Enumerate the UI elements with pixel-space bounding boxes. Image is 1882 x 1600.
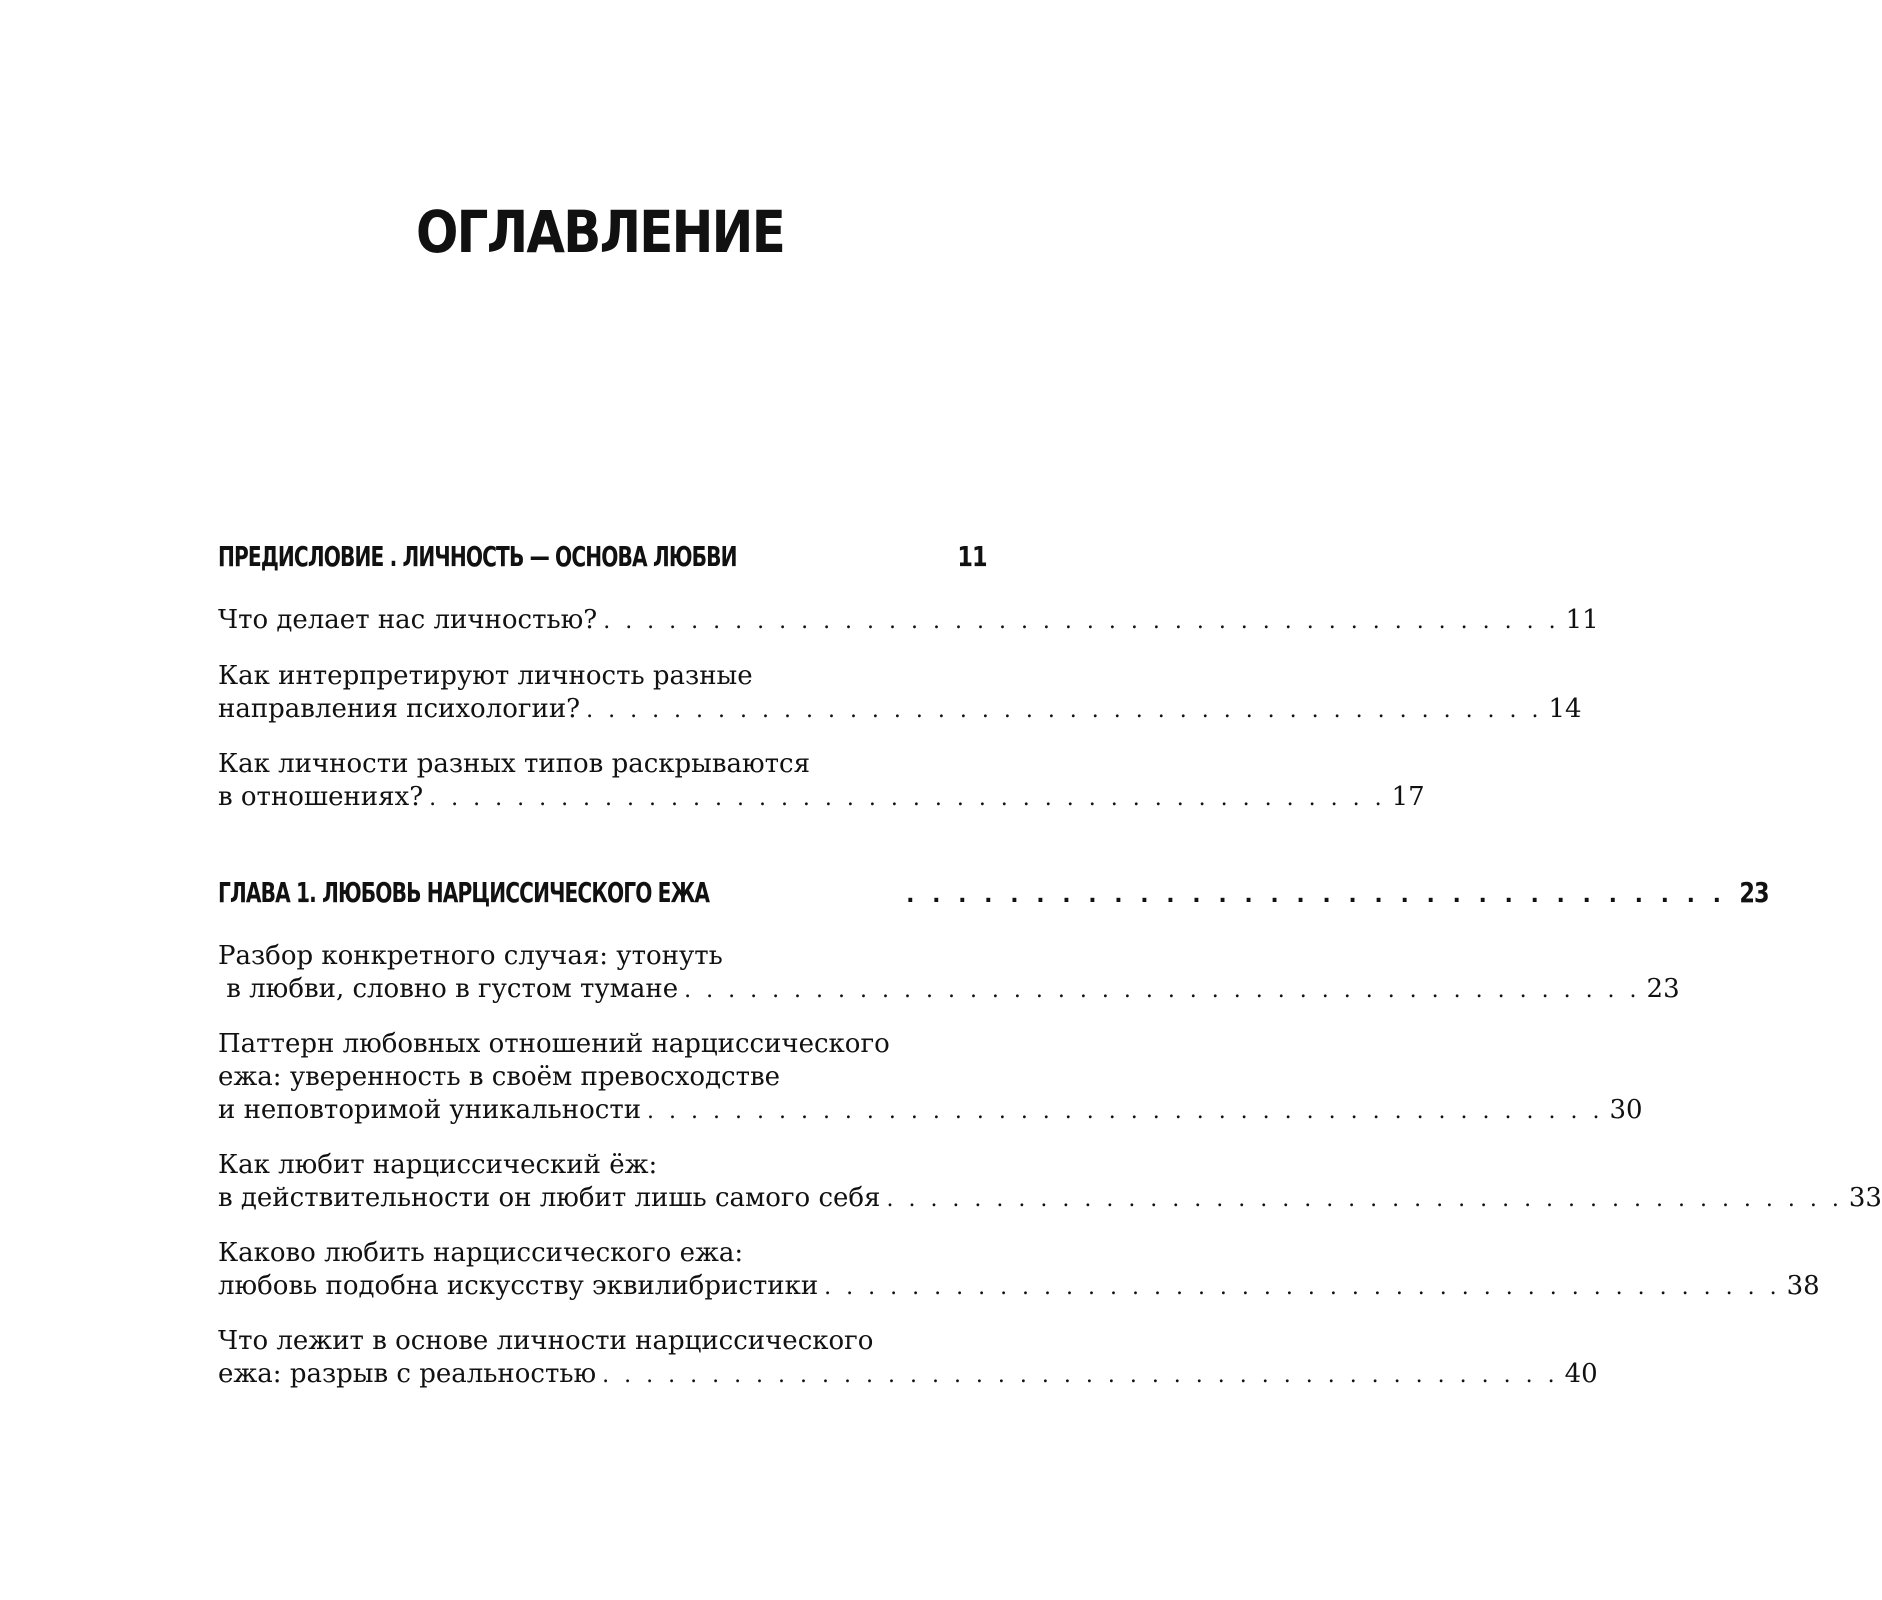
leader-dots: . . . . . . . . . . . . . . . . . . . . . . . . . . . . . . . . . . . . . . . . . . . .: [603, 609, 1560, 634]
toc-page-number: 23: [1739, 876, 1769, 909]
toc-page-number: 38: [1786, 1271, 1820, 1301]
leader-dots: . . . . . . . . . . . . . . . . . . . . . . . . . . . . . . . . . . . . . . . . . . . .: [824, 1275, 1781, 1300]
toc-page-number: 11: [957, 540, 987, 573]
toc-entry-text: Как любит нарциссический ёж:: [218, 1150, 658, 1180]
toc-entry-text: ежа: разрыв с реальностью: [218, 1359, 597, 1389]
toc-page-number: 11: [1565, 605, 1599, 635]
toc-section-heading-preface[interactable]: [218, 540, 987, 573]
leader-dots: . . . . . . . . . . . . . . . . . . . . . . . . . . . . . . . . . . . . . . . . . . . .: [886, 1187, 1843, 1212]
toc-entry-text: Разбор конкретного случая: утонуть: [218, 941, 723, 971]
toc-entry-text: в отношениях?: [218, 782, 424, 812]
toc-page-number: 14: [1548, 694, 1582, 724]
toc-entry-text: Каково любить нарциссического ежа:: [218, 1238, 744, 1268]
toc-page-number: 40: [1564, 1359, 1598, 1389]
toc-page-number: 30: [1609, 1095, 1643, 1125]
toc-entry-text: в любви, словно в густом тумане: [218, 974, 679, 1004]
toc-entry-text: Паттерн любовных отношений нарциссического: [218, 1029, 890, 1059]
toc-entry[interactable]: [218, 1149, 1882, 1216]
toc-entry-text: направления психологии?: [218, 694, 581, 724]
toc-page-number: 17: [1391, 782, 1425, 812]
leader-dots: . . . . . . . . . . . . . . . . . . . . . . . . . . . . . . . . . . . . . . . . . . . .: [429, 786, 1386, 811]
leader-dots: . . . . . . . . . . . . . . . . . . . . . . . . . . . . . . . . . . . . . . . . . . . .: [586, 698, 1543, 723]
toc-entry-text: и неповторимой уникальности: [218, 1095, 642, 1125]
toc-entry-text: любовь подобна искусству эквилибристики: [218, 1271, 819, 1301]
leader-dots: . . . . . . . . . . . . . . . . . . . . . . . . . . . . . . . . . . . . . . . . . . . .: [602, 1363, 1559, 1388]
toc-entry-text: Как личности разных типов раскрываются: [218, 749, 810, 779]
leader-dots: . . . . . . . . . . . . . . . . . . . . . . . . . . . . . . . . . . . . . . . . . . . .: [684, 978, 1641, 1003]
toc-entry[interactable]: [218, 604, 1599, 638]
toc-entry[interactable]: [218, 748, 1425, 815]
toc-entry[interactable]: [218, 940, 1680, 1007]
toc-entry-text: ежа: уверенность в своём превосходстве: [218, 1062, 780, 1092]
toc-entry-text: Как интерпретируют личность разные: [218, 661, 753, 691]
toc-entry[interactable]: [218, 1237, 1820, 1304]
toc-heading-text: ПРЕДИСЛОВИЕ . ЛИЧНОСТЬ — ОСНОВА ЛЮБВИ: [218, 540, 737, 573]
toc-page-number: 23: [1646, 974, 1680, 1004]
toc-heading-text: ГЛАВА 1. ЛЮБОВЬ НАРЦИССИЧЕСКОГО ЕЖА: [218, 876, 710, 909]
leader-dots: . . . . . . . . . . . . . . . . . . . . . . . . . . . . . . . . . . . . . . . . . . . .: [647, 1099, 1604, 1124]
toc-entry[interactable]: [218, 1325, 1598, 1392]
toc-entry[interactable]: [218, 1028, 1643, 1128]
toc-entry[interactable]: [218, 660, 1582, 727]
page-title: ОГЛАВЛЕНИЕ: [415, 198, 785, 266]
toc-page-number: 33: [1848, 1183, 1882, 1213]
leader-dots: . . . . . . . . . . . . . . . . . . . . . . . . . . . . . . . .: [906, 883, 1726, 908]
toc-entry-text: Что лежит в основе личности нарциссического: [218, 1326, 874, 1356]
toc-entry-text: Что делает нас личностью?: [218, 605, 598, 635]
toc-section-heading-chapter-1[interactable]: [218, 876, 1769, 909]
toc-entry-text: в действительности он любит лишь самого себя: [218, 1183, 881, 1213]
